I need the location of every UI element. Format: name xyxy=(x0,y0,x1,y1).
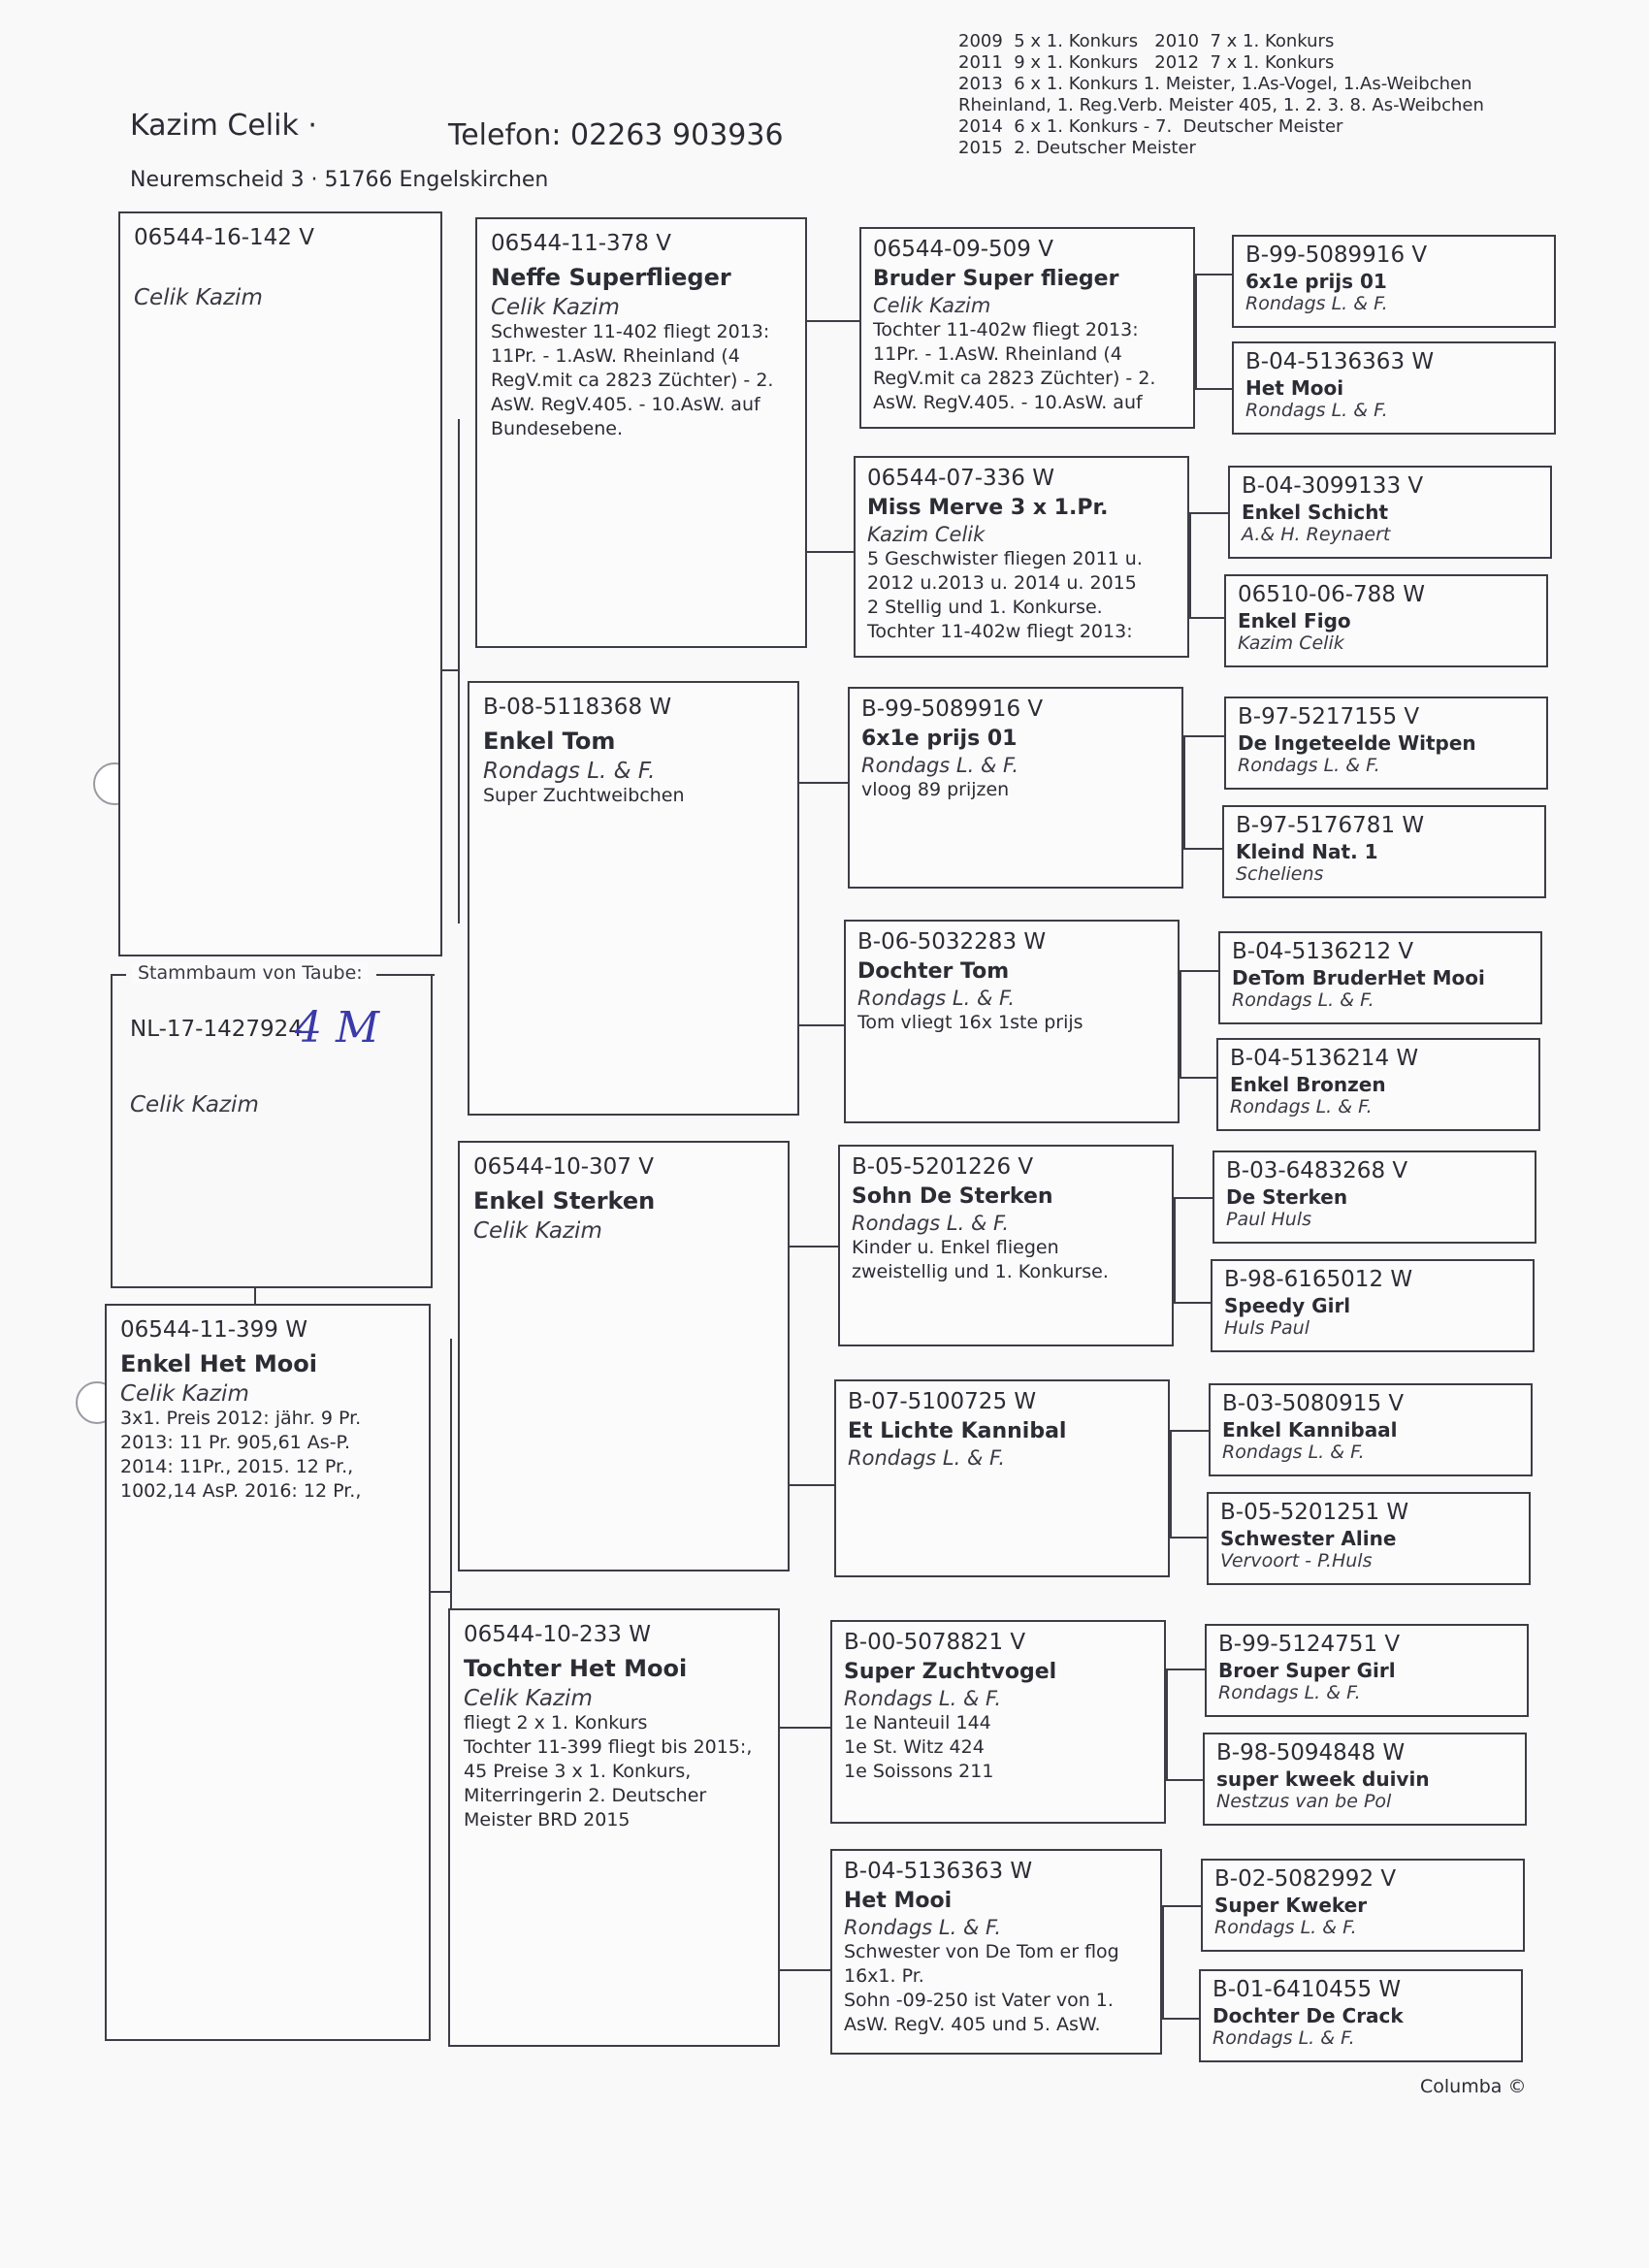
grandparent-owner: Celik Kazim xyxy=(491,295,620,320)
great-grandparent-owner: Rondags L. & F. xyxy=(844,1687,1002,1710)
gen4-owner: A.& H. Reynaert xyxy=(1242,524,1391,545)
great-grandparent-ring: B-07-5100725 W xyxy=(848,1389,1037,1414)
gen4-name: Enkel Bronzen xyxy=(1230,1073,1386,1096)
gen4-ring: B-05-5201251 W xyxy=(1220,1500,1409,1525)
mother-card xyxy=(105,1304,431,2041)
great-grandparent-ring: 06544-09-509 V xyxy=(873,237,1053,262)
grandparent-name: Neffe Superflieger xyxy=(491,264,731,291)
mother-name: Enkel Het Mooi xyxy=(120,1350,317,1377)
connector xyxy=(780,1969,832,1971)
connector xyxy=(790,1484,836,1486)
great-grandparent-name: Et Lichte Kannibal xyxy=(848,1419,1067,1443)
gen4-card xyxy=(1201,1859,1525,1952)
grandparent-owner: Celik Kazim xyxy=(464,1686,593,1711)
gen4-card xyxy=(1232,341,1556,435)
great-grandparent-info: Kinder u. Enkel fliegen zweistellig und 1. Konkurse. xyxy=(852,1237,1109,1282)
gen4-name: DeTom BruderHet Mooi xyxy=(1232,966,1485,989)
connector xyxy=(1183,735,1185,850)
grandparent-owner: Rondags L. & F. xyxy=(483,759,656,784)
gen4-name: Super Kweker xyxy=(1214,1894,1368,1917)
connector xyxy=(1162,1905,1164,2020)
great-grandparent-card xyxy=(854,456,1189,658)
gen4-ring: B-03-6483268 V xyxy=(1226,1158,1408,1183)
achievement-line: Rheinland, 1. Reg.Verb. Meister 405, 1. 2. 3. 8. As-Weibchen xyxy=(958,95,1484,115)
connector xyxy=(1180,970,1181,1079)
gen4-name: Enkel Schicht xyxy=(1242,501,1389,524)
connector xyxy=(1166,1669,1205,1670)
gen4-name: De Sterken xyxy=(1226,1185,1348,1209)
connector xyxy=(1183,735,1224,737)
connector xyxy=(1166,1669,1168,1781)
gen4-card xyxy=(1228,466,1552,559)
gen4-owner: Rondags L. & F. xyxy=(1238,755,1380,776)
gen4-card xyxy=(1209,1383,1533,1476)
connector xyxy=(790,1246,840,1247)
grandparent-ring: B-08-5118368 W xyxy=(483,695,672,720)
great-grandparent-ring: B-99-5089916 V xyxy=(861,697,1044,722)
gen4-owner: Rondags L. & F. xyxy=(1214,1917,1357,1938)
gen4-name: 6x1e prijs 01 xyxy=(1245,270,1387,293)
gen4-name: Enkel Kannibaal xyxy=(1222,1418,1398,1442)
connector xyxy=(1189,512,1228,514)
gen4-card xyxy=(1224,697,1548,790)
gen4-card xyxy=(1211,1259,1535,1352)
gen4-name: De Ingeteelde Witpen xyxy=(1238,731,1476,755)
achievements-list xyxy=(958,31,1484,159)
gen4-owner: Rondags L. & F. xyxy=(1212,2027,1355,2049)
connector xyxy=(254,1286,256,1306)
connector xyxy=(799,1024,848,1026)
grandparent-info: Schwester 11-402 fliegt 2013: 11Pr. - 1.AsW. Rheinland (4 RegV.mit ca 2823 Züchter) - 2. AsW. RegV.405. - 10.AsW. auf Bundesebene. xyxy=(491,321,774,439)
gen4-name: Schwester Aline xyxy=(1220,1527,1397,1550)
grandparent-card xyxy=(448,1608,780,2047)
grandparent-info: fliegt 2 x 1. Konkurs Tochter 11-399 fliegt bis 2015:, 45 Preise 3 x 1. Konkurs, Miterringerin 2. Deutscher Meister BRD 2015 xyxy=(464,1712,753,1831)
great-grandparent-owner: Rondags L. & F. xyxy=(857,987,1016,1010)
great-grandparent-info: 1e Nanteuil 144 1e St. Witz 424 1e Soissons 211 xyxy=(844,1712,994,1782)
great-grandparent-owner: Rondags L. & F. xyxy=(844,1916,1002,1939)
gen4-card xyxy=(1199,1969,1523,2062)
gen4-card xyxy=(1207,1492,1531,1585)
gen4-card xyxy=(1224,574,1548,667)
connector xyxy=(807,551,856,553)
great-grandparent-info: Schwester von De Tom er flog 16x1. Pr. Sohn -09-250 ist Vater von 1. AsW. RegV. 405 und 5. AsW. xyxy=(844,1941,1119,2035)
great-grandparent-card xyxy=(848,687,1183,889)
great-grandparent-name: Miss Merve 3 x 1.Pr. xyxy=(867,496,1109,520)
connector xyxy=(458,419,460,923)
gen4-ring: B-97-5176781 W xyxy=(1236,813,1425,838)
gen4-owner: Scheliens xyxy=(1236,863,1324,885)
connector xyxy=(1170,1430,1209,1432)
father-owner: Celik Kazim xyxy=(134,285,263,310)
gen4-owner: Paul Huls xyxy=(1226,1209,1311,1230)
great-grandparent-owner: Rondags L. & F. xyxy=(848,1446,1006,1470)
grandparent-info: Super Zuchtweibchen xyxy=(483,785,685,806)
great-grandparent-info: Tom vliegt 16x 1ste prijs xyxy=(857,1012,1083,1033)
great-grandparent-ring: B-04-5136363 W xyxy=(844,1859,1033,1884)
connector xyxy=(1170,1537,1207,1539)
father-card xyxy=(118,211,442,956)
achievement-line: 2009 5 x 1. Konkurs 2010 7 x 1. Konkurs xyxy=(958,31,1335,51)
subject-owner: Celik Kazim xyxy=(130,1092,259,1118)
gen4-card xyxy=(1216,1038,1540,1131)
gen4-ring: B-99-5089916 V xyxy=(1245,243,1428,268)
connector xyxy=(1162,2018,1199,2020)
gen4-owner: Vervoort - P.Huls xyxy=(1220,1550,1373,1571)
great-grandparent-name: Dochter Tom xyxy=(857,959,1010,984)
great-grandparent-ring: B-06-5032283 W xyxy=(857,929,1047,955)
great-grandparent-card xyxy=(838,1145,1174,1346)
breeder-phone: Telefon: 02263 903936 xyxy=(448,118,784,152)
copyright: Columba © xyxy=(1420,2076,1527,2097)
gen4-ring: B-98-6165012 W xyxy=(1224,1267,1413,1292)
great-grandparent-info: Tochter 11-402w fliegt 2013: 11Pr. - 1.AsW. Rheinland (4 RegV.mit ca 2823 Züchter) - 2. AsW. RegV.405. - 10.AsW. auf xyxy=(873,319,1156,413)
grandparent-ring: 06544-10-307 V xyxy=(473,1154,654,1180)
connector xyxy=(1180,970,1218,972)
grandparent-card xyxy=(458,1141,790,1571)
subject-card xyxy=(111,962,433,1288)
great-grandparent-ring: B-00-5078821 V xyxy=(844,1630,1026,1655)
gen4-name: Speedy Girl xyxy=(1224,1294,1351,1317)
great-grandparent-name: 6x1e prijs 01 xyxy=(861,727,1018,751)
gen4-owner: Kazim Celik xyxy=(1238,632,1344,654)
achievement-line: 2013 6 x 1. Konkurs 1. Meister, 1.As-Vogel, 1.As-Weibchen xyxy=(958,74,1472,94)
connector xyxy=(799,782,848,784)
subject-label: Stammbaum von Taube: xyxy=(132,962,369,984)
grandparent-owner: Celik Kazim xyxy=(473,1218,602,1244)
connector xyxy=(1189,617,1224,619)
gen4-ring: B-04-5136363 W xyxy=(1245,349,1435,374)
connector xyxy=(1174,1197,1212,1199)
connector xyxy=(1195,274,1232,275)
subject-top-border-left xyxy=(113,974,126,976)
gen4-ring: B-99-5124751 V xyxy=(1218,1632,1401,1657)
great-grandparent-info: 5 Geschwister fliegen 2011 u. 2012 u.2013 u. 2014 u. 2015 2 Stellig und 1. Konkurse. Tochter 11-402w fliegt 2013: xyxy=(867,548,1143,642)
great-grandparent-owner: Celik Kazim xyxy=(873,294,991,317)
gen4-ring: B-04-5136212 V xyxy=(1232,939,1414,964)
gen4-card xyxy=(1222,805,1546,898)
connector xyxy=(1174,1302,1211,1304)
great-grandparent-card xyxy=(830,1620,1166,1824)
mother-info: 3x1. Preis 2012: jähr. 9 Pr. 2013: 11 Pr. 905,61 As-P. 2014: 11Pr., 2015. 12 Pr., 1002,14 AsP. 2016: 12 Pr., xyxy=(120,1408,362,1502)
mother-owner: Celik Kazim xyxy=(120,1381,249,1407)
gen4-name: Enkel Figo xyxy=(1238,609,1351,632)
gen4-ring: B-03-5080915 V xyxy=(1222,1391,1405,1416)
grandparent-name: Enkel Sterken xyxy=(473,1187,656,1215)
gen4-name: Dochter De Crack xyxy=(1212,2004,1404,2027)
great-grandparent-owner: Rondags L. & F. xyxy=(861,754,1019,777)
connector xyxy=(1183,848,1222,850)
gen4-ring: B-02-5082992 V xyxy=(1214,1866,1397,1892)
connector xyxy=(1189,512,1191,619)
achievement-line: 2015 2. Deutscher Meister xyxy=(958,138,1196,158)
great-grandparent-name: Het Mooi xyxy=(844,1889,953,1913)
great-grandparent-owner: Rondags L. & F. xyxy=(852,1212,1010,1235)
gen4-owner: Nestzus van be Pol xyxy=(1216,1791,1392,1812)
connector xyxy=(442,669,460,671)
grandparent-name: Enkel Tom xyxy=(483,728,616,755)
grandparent-ring: 06544-11-378 V xyxy=(491,231,671,256)
connector xyxy=(1180,1077,1216,1079)
gen4-ring: B-97-5217155 V xyxy=(1238,704,1420,729)
great-grandparent-name: Super Zuchtvogel xyxy=(844,1660,1057,1684)
great-grandparent-owner: Kazim Celik xyxy=(867,523,986,546)
grandparent-name: Tochter Het Mooi xyxy=(464,1655,688,1682)
great-grandparent-ring: 06544-07-336 W xyxy=(867,466,1054,491)
gen4-owner: Rondags L. & F. xyxy=(1218,1682,1361,1703)
grandparent-ring: 06544-10-233 W xyxy=(464,1622,651,1647)
gen4-name: Het Mooi xyxy=(1245,376,1344,400)
connector xyxy=(807,320,861,322)
connector xyxy=(431,1591,452,1593)
gen4-card xyxy=(1232,235,1556,328)
subject-handwritten-note: 4 M xyxy=(295,1003,380,1053)
achievement-line: 2011 9 x 1. Konkurs 2012 7 x 1. Konkurs xyxy=(958,52,1335,73)
connector xyxy=(780,1727,832,1729)
gen4-card xyxy=(1218,931,1542,1024)
great-grandparent-name: Sohn De Sterken xyxy=(852,1184,1053,1209)
subject-ring: NL-17-1427924 xyxy=(130,1017,303,1042)
gen4-owner: Rondags L. & F. xyxy=(1222,1442,1365,1463)
connector xyxy=(1195,388,1232,390)
connector xyxy=(1195,274,1197,390)
breeder-name: Kazim Celik · xyxy=(130,109,317,143)
connector xyxy=(1170,1430,1172,1539)
subject-top-border-right xyxy=(376,974,435,976)
father-ring: 06544-16-142 V xyxy=(134,225,314,250)
gen4-name: Kleind Nat. 1 xyxy=(1236,840,1378,863)
grandparent-card xyxy=(468,681,799,1116)
gen4-owner: Rondags L. & F. xyxy=(1232,989,1374,1011)
connector xyxy=(1174,1197,1176,1304)
gen4-name: Broer Super Girl xyxy=(1218,1659,1396,1682)
great-grandparent-name: Bruder Super flieger xyxy=(873,267,1119,291)
gen4-owner: Rondags L. & F. xyxy=(1245,293,1388,314)
mother-ring: 06544-11-399 W xyxy=(120,1317,307,1343)
great-grandparent-card xyxy=(834,1379,1170,1577)
gen4-card xyxy=(1203,1733,1527,1826)
gen4-ring: B-98-5094848 W xyxy=(1216,1740,1406,1766)
gen4-ring: B-04-3099133 V xyxy=(1242,473,1424,499)
gen4-owner: Rondags L. & F. xyxy=(1230,1096,1373,1118)
great-grandparent-card xyxy=(844,920,1180,1123)
gen4-name: super kweek duivin xyxy=(1216,1767,1430,1791)
connector xyxy=(1166,1779,1203,1781)
achievement-line: 2014 6 x 1. Konkurs - 7. Deutscher Meister xyxy=(958,116,1343,137)
great-grandparent-card xyxy=(830,1849,1162,2055)
gen4-ring: 06510-06-788 W xyxy=(1238,582,1425,607)
gen4-ring: B-04-5136214 W xyxy=(1230,1046,1419,1071)
great-grandparent-ring: B-05-5201226 V xyxy=(852,1154,1034,1180)
connector xyxy=(1162,1905,1201,1907)
gen4-card xyxy=(1212,1150,1536,1244)
breeder-address: Neuremscheid 3 · 51766 Engelskirchen xyxy=(130,168,549,192)
great-grandparent-info: vloog 89 prijzen xyxy=(861,779,1010,800)
gen4-card xyxy=(1205,1624,1529,1717)
gen4-ring: B-01-6410455 W xyxy=(1212,1977,1402,2002)
gen4-owner: Huls Paul xyxy=(1224,1317,1310,1339)
great-grandparent-card xyxy=(859,227,1195,429)
grandparent-card xyxy=(475,217,807,648)
gen4-owner: Rondags L. & F. xyxy=(1245,400,1388,421)
